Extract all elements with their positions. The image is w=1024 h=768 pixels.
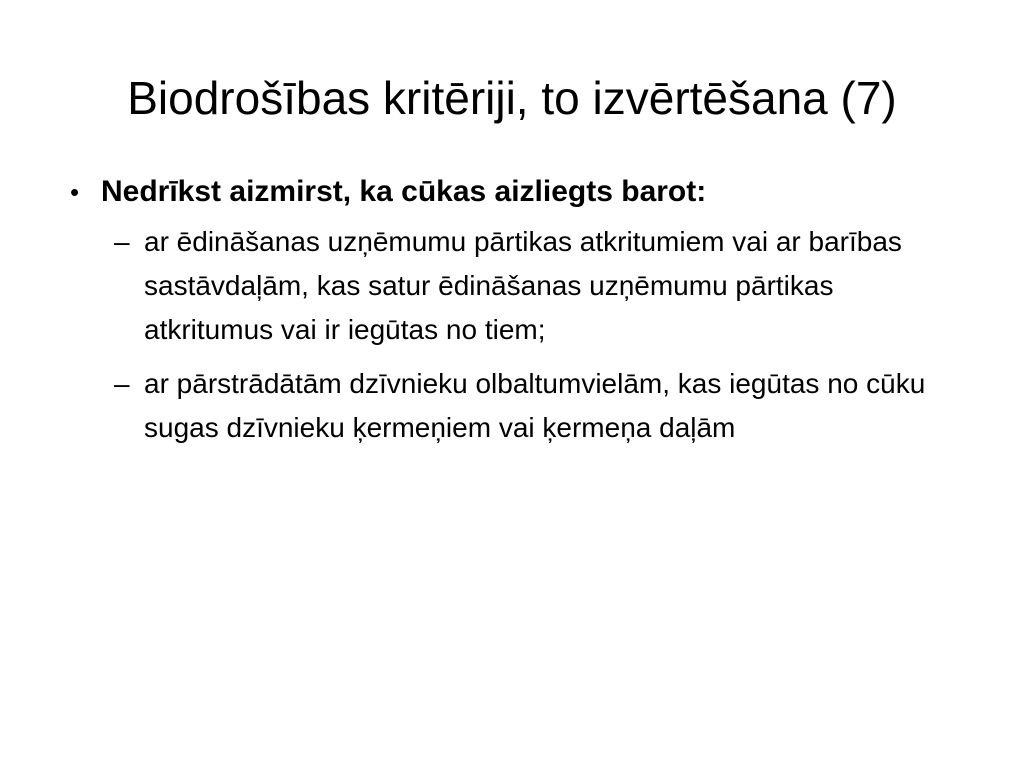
bullet-marker: • <box>70 177 80 207</box>
sub-item-text: ar ēdināšanas uzņēmumu pārtikas atkritumiem vai ar barības sastāvdaļām, kas satur ēdināšanas uzņēmumu pārtikas atkritumus vai ir iegūtas no tiem; <box>144 226 902 345</box>
dash-marker: – <box>114 368 130 399</box>
sub-item-food-waste <box>114 220 970 352</box>
sub-list <box>70 220 970 450</box>
sub-item-text: ar pārstrādātām dzīvnieku olbaltumvielām, kas iegūtas no cūku sugas dzīvnieku ķermeņiem vai ķermeņa daļām <box>144 368 926 443</box>
dash-marker: – <box>114 226 130 257</box>
bullet-text: Nedrīkst aizmirst, ka cūkas aizliegts barot: <box>101 175 707 208</box>
bullet-item <box>70 170 970 214</box>
sub-item-animal-proteins <box>114 362 970 450</box>
slide-content <box>70 170 970 460</box>
slide-title: Biodrošības kritēriji, to izvērtēšana (7) <box>127 72 897 124</box>
